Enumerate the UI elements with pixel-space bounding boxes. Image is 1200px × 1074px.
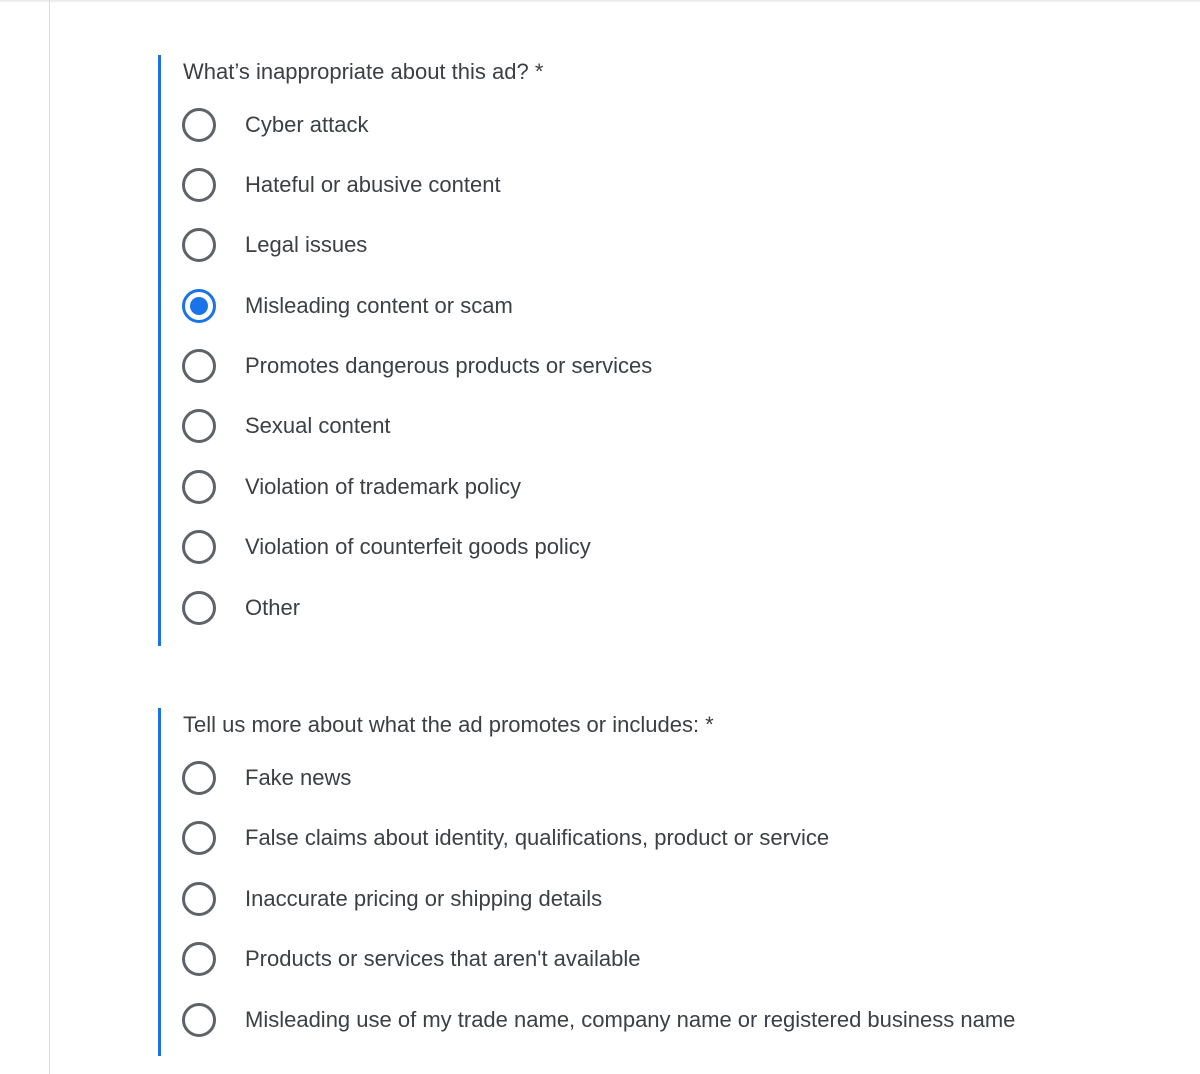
radio-button[interactable] — [182, 470, 216, 504]
radio-option-counterfeit-policy[interactable] — [182, 529, 591, 565]
radio-button[interactable] — [182, 882, 216, 916]
radio-option-other[interactable] — [182, 590, 300, 626]
left-divider — [49, 0, 50, 1074]
question-ad-details — [158, 708, 1158, 1056]
option-label: False claims about identity, qualifications, product or service — [245, 825, 830, 850]
radio-option-cyber-attack[interactable] — [182, 107, 369, 143]
option-label: Products or services that aren't available — [245, 946, 641, 971]
section-accent-bar — [158, 55, 161, 646]
radio-button[interactable] — [182, 761, 216, 795]
option-label: Other — [245, 595, 301, 620]
question-title: What’s inappropriate about this ad? * — [183, 59, 544, 84]
radio-option-trademark-policy[interactable] — [182, 469, 521, 505]
radio-button[interactable] — [182, 349, 216, 383]
question-inappropriate-reason — [158, 55, 1158, 646]
radio-option-dangerous-products[interactable] — [182, 348, 652, 384]
radio-button[interactable] — [182, 228, 216, 262]
radio-selected-dot — [190, 297, 208, 315]
option-label: Inaccurate pricing or shipping details — [245, 886, 603, 911]
radio-button[interactable] — [182, 168, 216, 202]
option-label: Misleading content or scam — [245, 293, 513, 318]
radio-option-unavailable-products[interactable] — [182, 941, 641, 977]
question-title: Tell us more about what the ad promotes or includes: * — [183, 712, 714, 737]
option-label: Hateful or abusive content — [245, 172, 501, 197]
option-label: Misleading use of my trade name, company name or registered business name — [245, 1007, 1016, 1032]
radio-button[interactable] — [182, 1003, 216, 1037]
radio-button[interactable] — [182, 530, 216, 564]
radio-button[interactable] — [182, 591, 216, 625]
option-label: Violation of counterfeit goods policy — [245, 534, 591, 559]
radio-button[interactable] — [182, 409, 216, 443]
radio-button[interactable] — [182, 108, 216, 142]
option-label: Sexual content — [245, 413, 391, 438]
radio-option-false-claims[interactable] — [182, 820, 829, 856]
radio-option-hateful-content[interactable] — [182, 167, 501, 203]
radio-button-selected[interactable] — [182, 289, 216, 323]
top-edge-shadow — [0, 0, 1200, 3]
option-label: Violation of trademark policy — [245, 474, 521, 499]
option-label: Legal issues — [245, 232, 368, 257]
radio-button[interactable] — [182, 821, 216, 855]
radio-option-inaccurate-pricing[interactable] — [182, 881, 602, 917]
option-label: Promotes dangerous products or services — [245, 353, 653, 378]
radio-option-misleading-trade-name[interactable] — [182, 1002, 1015, 1038]
radio-option-legal-issues[interactable] — [182, 227, 367, 263]
option-label: Cyber attack — [245, 112, 369, 137]
section-accent-bar — [158, 708, 161, 1056]
radio-option-misleading-scam[interactable] — [182, 288, 513, 324]
radio-option-sexual-content[interactable] — [182, 408, 391, 444]
radio-button[interactable] — [182, 942, 216, 976]
radio-option-fake-news[interactable] — [182, 760, 351, 796]
option-label: Fake news — [245, 765, 352, 790]
